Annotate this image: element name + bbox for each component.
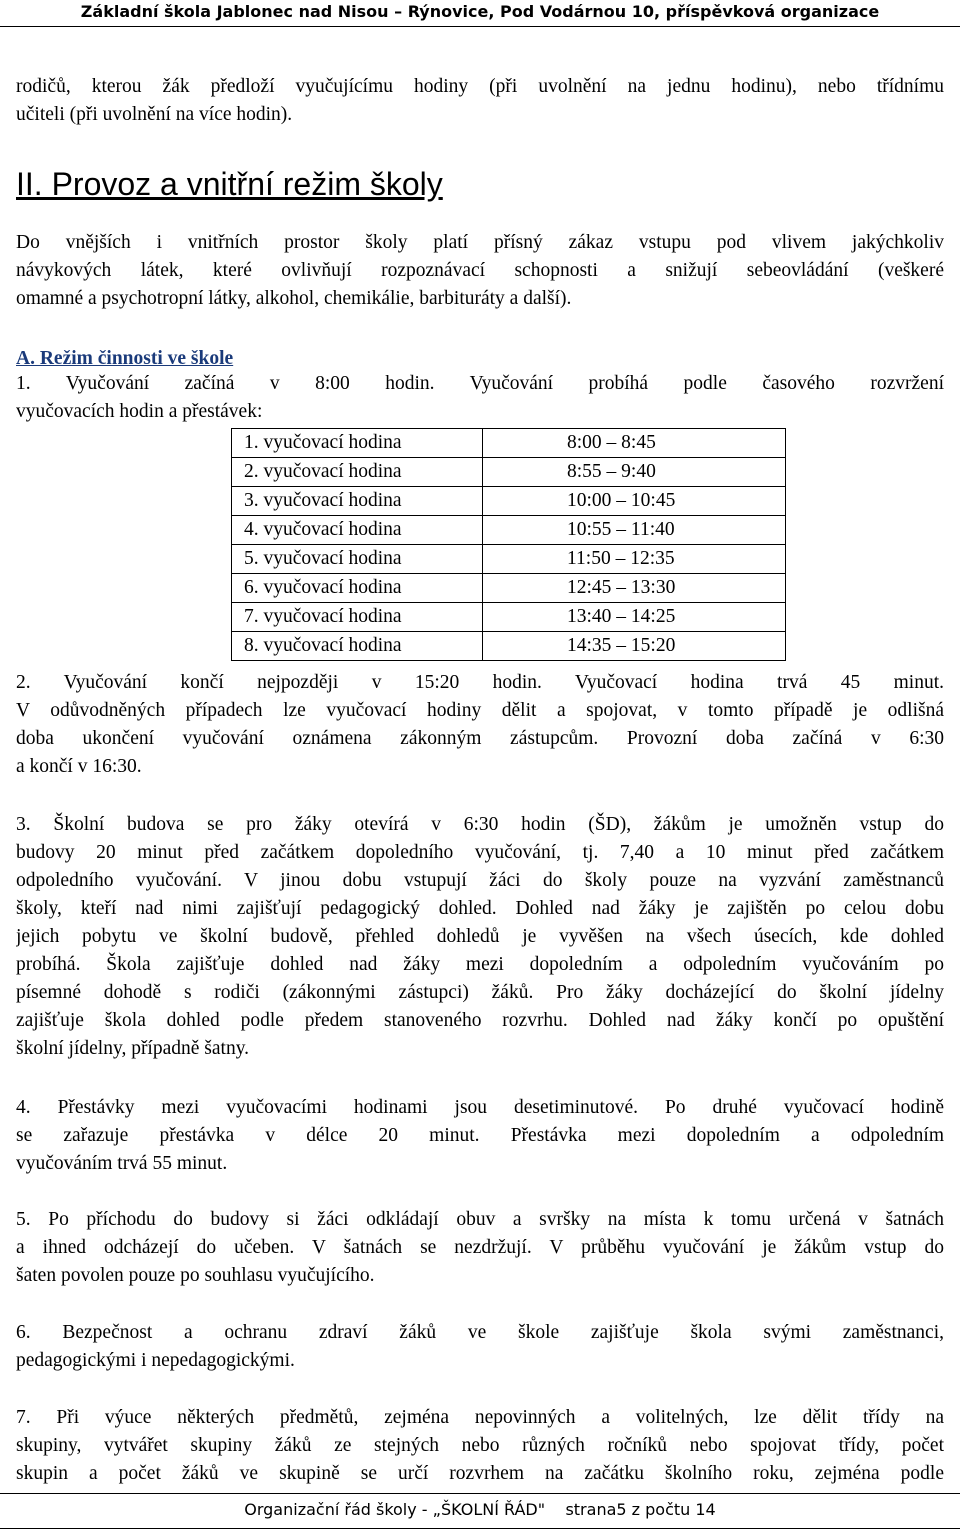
- text-line: probíhá. Škola zajišťuje dohled nad žáky mezi dopoledním a odpoledním vyučováním po: [16, 954, 944, 975]
- text-line: V odůvodněných případech lze vyučovací hodiny dělit a spojovat, v tomto případě je odlišná: [16, 700, 944, 721]
- item-5: [16, 1206, 944, 1290]
- lesson-name: 3. vyučovací hodina: [232, 487, 483, 516]
- text-line: 3. Školní budova se pro žáky otevírá v 6:30 hodin (ŠD), žákům je umožněn vstup do: [16, 814, 944, 835]
- item-7: [16, 1404, 944, 1488]
- text-line: 2. Vyučování končí nejpozději v 15:20 hodin. Vyučovací hodina trvá 45 minut.: [16, 672, 944, 693]
- table-row: [232, 487, 786, 516]
- lesson-name: 1. vyučovací hodina: [232, 429, 483, 458]
- lesson-time: 12:45 – 13:30: [483, 574, 786, 603]
- lesson-time: 13:40 – 14:25: [483, 603, 786, 632]
- item-4: [16, 1094, 944, 1178]
- text-line: vyučovacích hodin a přestávek:: [16, 401, 263, 422]
- section-title: II. Provoz a vnitřní režim školy: [16, 166, 443, 202]
- table-row: [232, 632, 786, 661]
- lesson-time: 14:35 – 15:20: [483, 632, 786, 661]
- item-6: [16, 1319, 944, 1375]
- intro-paragraph: [16, 73, 944, 129]
- lesson-time: 8:55 – 9:40: [483, 458, 786, 487]
- text-line: písemné dohodě s rodiči (zákonnými zástupci) žáků. Pro žáky docházející do školní jídelny: [16, 982, 944, 1003]
- lesson-time: 8:00 – 8:45: [483, 429, 786, 458]
- text-line: vyučováním trvá 55 minut.: [16, 1153, 228, 1174]
- text-line: zajišťuje škola dohled podle předem stanoveného rozvrhu. Dohled nad žáky končí po opuštění: [16, 1010, 944, 1031]
- item-1: [16, 370, 944, 426]
- text-line: se zařazuje přestávka v délce 20 minut. Přestávka mezi dopoledním a odpoledním: [16, 1125, 944, 1146]
- table-row: [232, 429, 786, 458]
- table-row: [232, 458, 786, 487]
- text-line: a končí v 16:30.: [16, 756, 142, 777]
- text-line: omamné a psychotropní látky, alkohol, chemikálie, barbituráty a další).: [16, 288, 572, 309]
- table-row: [232, 545, 786, 574]
- text-line: 1. Vyučování začíná v 8:00 hodin. Vyučování probíhá podle časového rozvržení: [16, 373, 944, 394]
- text-line: 7. Při výuce některých předmětů, zejména nepovinných a volitelných, lze dělit třídy na: [16, 1407, 944, 1428]
- lesson-time: 11:50 – 12:35: [483, 545, 786, 574]
- item-2: [16, 669, 944, 781]
- lesson-name: 7. vyučovací hodina: [232, 603, 483, 632]
- section-paragraph: [16, 229, 944, 313]
- text-line: Do vnějších i vnitřních prostor školy platí přísný zákaz vstupu pod vlivem jakýchkoliv: [16, 232, 944, 253]
- text-line: budovy 20 minut před začátkem dopoledního vyučování, tj. 7,40 a 10 minut před začátkem: [16, 842, 944, 863]
- lesson-name: 4. vyučovací hodina: [232, 516, 483, 545]
- text-line: skupiny, vytvářet skupiny žáků ze stejných nebo různých ročníků nebo spojovat třídy, počet: [16, 1435, 944, 1456]
- item-3: [16, 811, 944, 1063]
- text-line: jejich pobytu ve školní budově, přehled dohledů je vyvěšen na všech úsecích, kde dohled: [16, 926, 944, 947]
- lesson-name: 6. vyučovací hodina: [232, 574, 483, 603]
- lesson-time: 10:55 – 11:40: [483, 516, 786, 545]
- text-line: šaten povolen pouze po souhlasu vyučujícího.: [16, 1265, 375, 1286]
- text-line: doba ukončení vyučování oznámena zákonným zástupcům. Provozní doba začíná v 6:30: [16, 728, 944, 749]
- lesson-time: 10:00 – 10:45: [483, 487, 786, 516]
- page-header: Základní škola Jablonec nad Nisou – Rýnovice, Pod Vodárnou 10, příspěvková organizace: [0, 0, 960, 27]
- text-line: a ihned odcházejí do učeben. V šatnách se nezdržují. V průběhu vyučování je žákům vstup do: [16, 1237, 944, 1258]
- text-line: návykových látek, které ovlivňují rozpoznávací schopnosti a snižují sebeovládání (veškeré: [16, 260, 944, 281]
- lesson-name: 2. vyučovací hodina: [232, 458, 483, 487]
- table-row: [232, 516, 786, 545]
- text-line: 6. Bezpečnost a ochranu zdraví žáků ve škole zajišťuje škola svými zaměstnanci,: [16, 1322, 944, 1343]
- text-line: učiteli (při uvolnění na více hodin).: [16, 104, 293, 125]
- text-line: pedagogickými i nepedagogickými.: [16, 1350, 295, 1371]
- text-line: školní jídelny, případně šatny.: [16, 1038, 250, 1059]
- table-row: [232, 574, 786, 603]
- text-line: rodičů, kterou žák předloží vyučujícímu hodiny (při uvolnění na jednu hodinu), nebo třídnímu: [16, 76, 944, 97]
- text-line: 4. Přestávky mezi vyučovacími hodinami jsou desetiminutové. Po druhé vyučovací hodině: [16, 1097, 944, 1118]
- lesson-name: 5. vyučovací hodina: [232, 545, 483, 574]
- text-line: školy, kteří nad nimi zajišťují pedagogický dohled. Dohled nad žáky je zajištěn po celou dobu: [16, 898, 944, 919]
- text-line: odpoledního vyučování. V jinou dobu vstupují žáci do školy pouze na vyzvání zaměstnanců: [16, 870, 944, 891]
- subsection-title: A. Režim činnosti ve škole: [16, 348, 234, 369]
- lesson-name: 8. vyučovací hodina: [232, 632, 483, 661]
- table-row: [232, 603, 786, 632]
- text-line: 5. Po příchodu do budovy si žáci odkládají obuv a svršky na místa k tomu určená v šatnách: [16, 1209, 944, 1230]
- text-line: skupin a počet žáků ve skupině se určí rozvrhem na začátku školního roku, zejména podle: [16, 1463, 944, 1484]
- schedule-table: [231, 428, 786, 661]
- page-footer: Organizační řád školy - „ŠKOLNÍ ŘÁD" strana5 z počtu 14: [0, 1493, 960, 1529]
